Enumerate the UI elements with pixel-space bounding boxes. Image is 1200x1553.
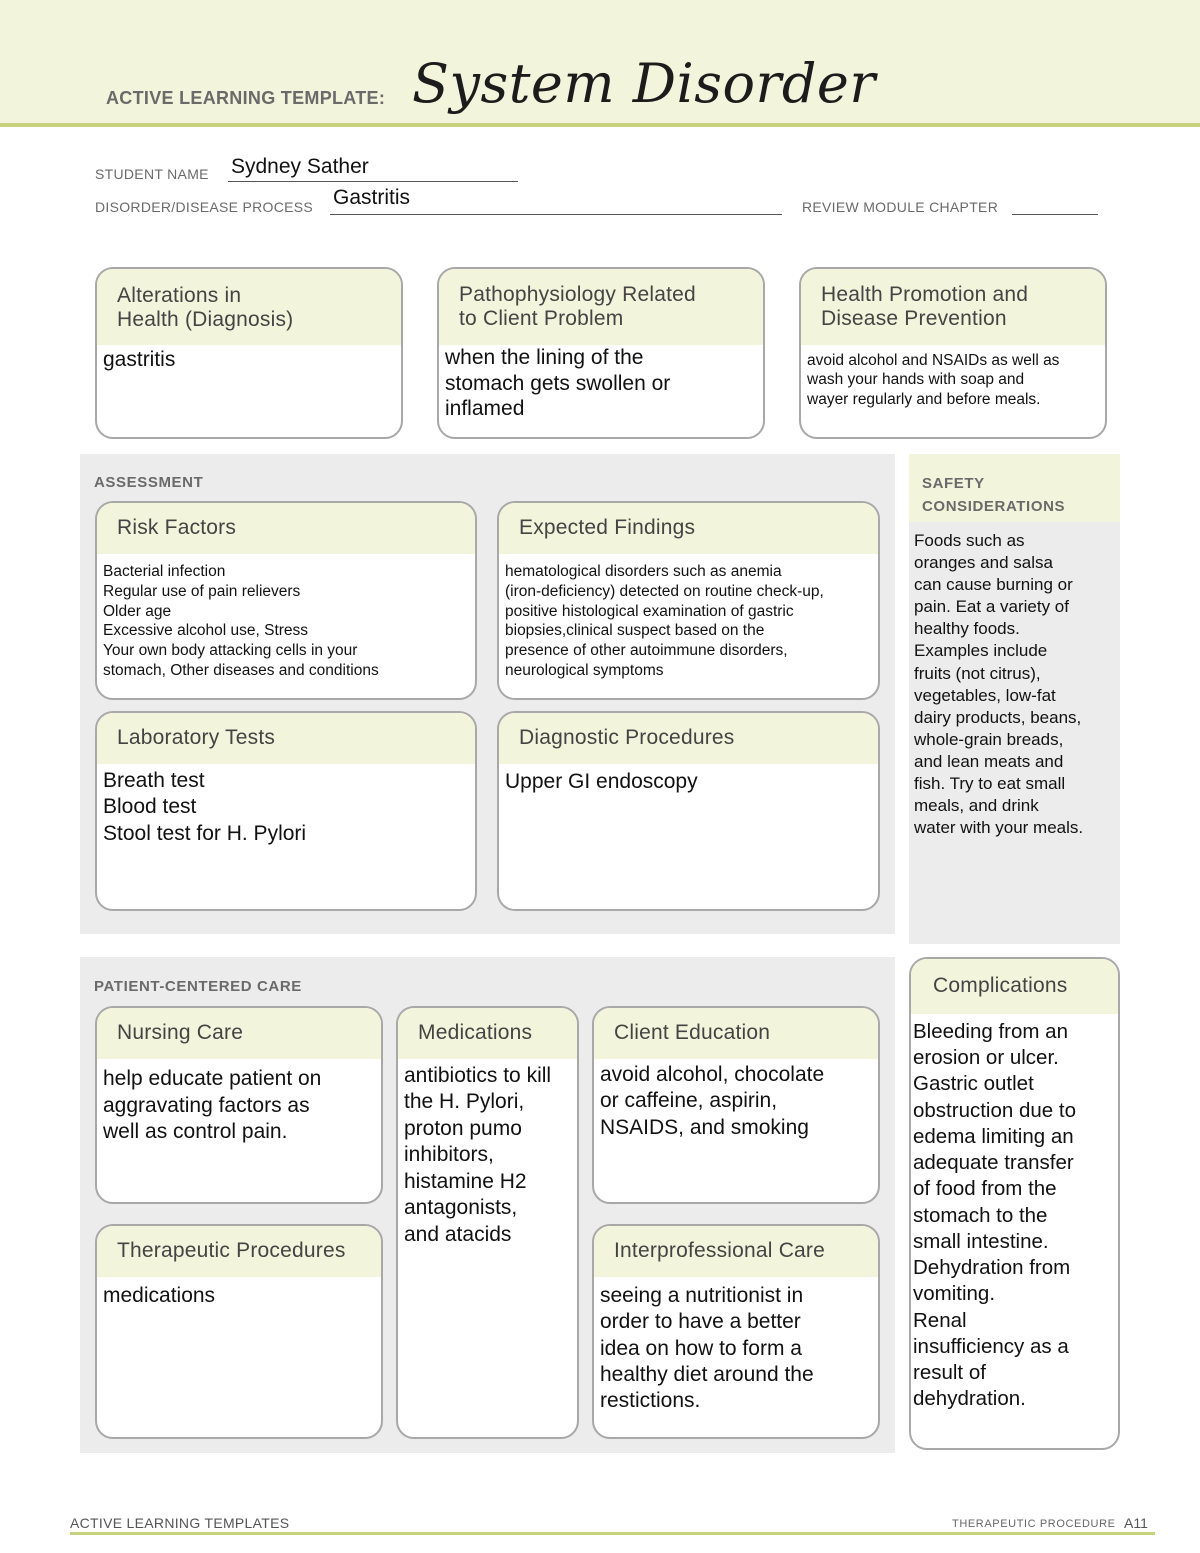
alterations-body[interactable]: gastritis [103,348,176,371]
expected-findings-body[interactable]: hematological disorders such as anemia (iron-deficiency) detected on routine check-up, positive histological examination of gastric biopsies,clinical suspect based on the presence of other autoimmune disorders, neurological symptoms [505,563,824,680]
pathophysiology-box [437,267,765,439]
medications-body[interactable]: antibiotics to kill the H. Pylori, proton pumo inhibitors, histamine H2 antagonists, and atacids [404,1064,552,1246]
medications-box [396,1006,579,1439]
footer-left-label: ACTIVE LEARNING TEMPLATES [70,1515,290,1531]
review-module-field[interactable] [1012,214,1098,215]
student-name-label: STUDENT NAME [95,166,209,182]
nursing-care-title: Nursing Care [97,1008,381,1059]
nursing-care-body[interactable]: help educate patient on aggravating factors as well as control pain. [103,1067,322,1144]
diagnostic-procedures-box [497,711,880,911]
health-promotion-title: Health Promotion and Disease Prevention [801,269,1105,345]
medications-title: Medications [398,1008,577,1059]
risk-factors-box [95,501,477,700]
disorder-field[interactable]: Gastritis [333,186,411,209]
disorder-label: DISORDER/DISEASE PROCESS [95,199,314,215]
risk-factors-title: Risk Factors [97,503,475,554]
health-promotion-box [799,267,1107,439]
complications-title: Complications [911,959,1118,1014]
review-module-label: REVIEW MODULE CHAPTER [802,199,999,215]
safety-label: SAFETY CONSIDERATIONS [922,475,1066,515]
expected-findings-box [497,501,880,700]
complications-body[interactable]: Bleeding from an erosion or ulcer. Gastric outlet obstruction due to edema limiting an adequate transfer of food from the stomach to the small intestine. Dehydration from vomiting. Renal insufficiency as a result of dehydration. [913,1020,1076,1411]
alterations-title: Alterations in Health (Diagnosis) [97,269,401,345]
laboratory-tests-body[interactable]: Breath test Blood test Stool test for H. Pylori [103,769,307,845]
student-name-underline [228,181,518,182]
pathophysiology-title: Pathophysiology Related to Client Problem [439,269,763,345]
therapeutic-procedures-body[interactable]: medications [103,1284,216,1307]
nursing-care-box [95,1006,383,1204]
alterations-box [95,267,403,439]
assessment-label: ASSESSMENT [94,474,204,491]
safety-body[interactable]: Foods such as oranges and salsa can cause burning or pain. Eat a variety of healthy foods. Examples include fruits (not citrus), vegetables, low-fat dairy products, beans, whole-grain breads, and lean meats and fish. Try to eat small meals, and drink water with your meals. [914,531,1084,838]
client-education-title: Client Education [594,1008,878,1059]
pathophysiology-body[interactable]: when the lining of the stomach gets swollen or inflamed [445,346,671,421]
therapeutic-procedures-box [95,1224,383,1439]
template-label: ACTIVE LEARNING TEMPLATE: [106,88,386,108]
client-education-body[interactable]: avoid alcohol, chocolate or caffeine, aspirin, NSAIDS, and smoking [600,1063,825,1139]
laboratory-tests-title: Laboratory Tests [97,713,475,764]
interprofessional-care-body[interactable]: seeing a nutritionist in order to have a better idea on how to form a healthy diet around the restictions. [600,1284,814,1412]
interprofessional-care-box [592,1224,880,1439]
header-rule [0,123,1200,127]
footer-page-number: A11 [1124,1515,1148,1531]
expected-findings-title: Expected Findings [499,503,878,554]
complications-box [909,957,1120,1450]
client-education-box [592,1006,880,1204]
risk-factors-body[interactable]: Bacterial infection Regular use of pain relievers Older age Excessive alcohol use, Stress Your own body attacking cells in your stomach, Other diseases and conditions [103,563,379,680]
laboratory-tests-box [95,711,477,911]
footer-rule [70,1532,1155,1535]
diagnostic-procedures-body[interactable]: Upper GI endoscopy [505,770,698,793]
disorder-underline [330,214,782,215]
page-title: System Disorder [412,52,876,115]
therapeutic-procedures-title: Therapeutic Procedures [97,1226,381,1277]
health-promotion-body[interactable]: avoid alcohol and NSAIDs as well as wash your hands with soap and wayer regularly and before meals. [807,352,1060,408]
diagnostic-procedures-title: Diagnostic Procedures [499,713,878,764]
patient-care-label: PATIENT-CENTERED CARE [94,978,302,995]
interprofessional-care-title: Interprofessional Care [594,1226,878,1277]
student-name-field[interactable]: Sydney Sather [231,155,369,178]
footer-right-label: THERAPEUTIC PROCEDURE [952,1518,1116,1530]
